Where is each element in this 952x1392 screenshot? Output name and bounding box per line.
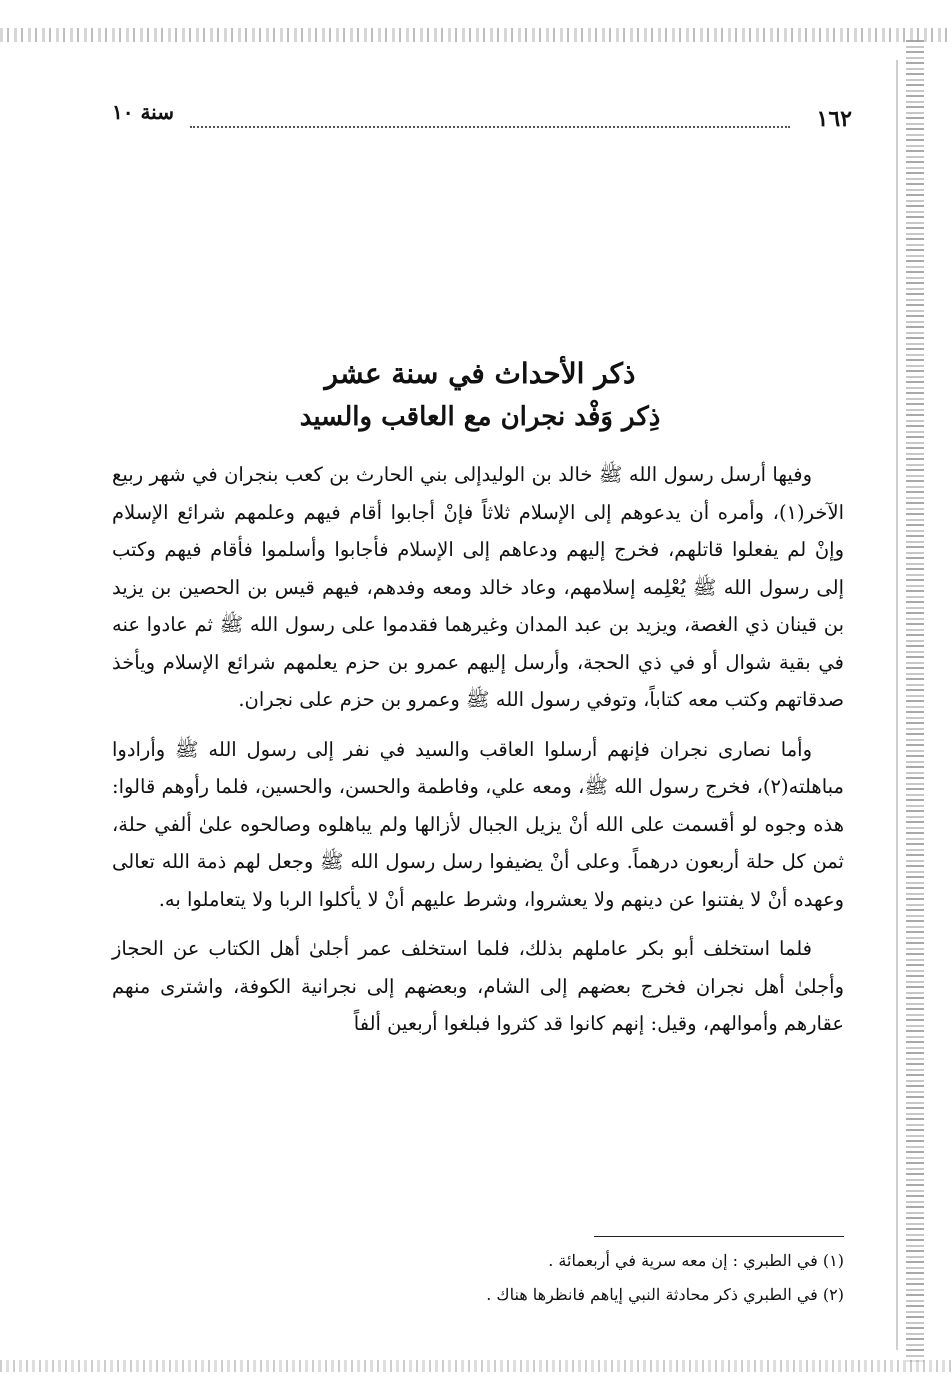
footnote-1: (١) في الطبري : إن معه سرية في أربعمائة . [548,1251,844,1270]
paragraph-1: وفيها أرسل رسول الله ﷺ خالد بن الوليدإلى بني الحارث بن كعب بنجران في شهر ربيع الآخر(١)، وأمره أن يدعوهم إلى الإسلام ثلاثاً فإنْ أجابوا أقام فيهم وعلمهم شرائع الإسلام وإنْ لم يفعلوا قاتلهم، فخرج إليهم ودعاهم إلى الإسلام فأجابوا وأسلموا فأقام فيهم وكتب إلى رسول الله ﷺ يُعْلِمه إسلامهم، وعاد خالد ومعه وفدهم، فيهم قيس بن الحصين بن يزيد بن قينان ذي الغصة، ويزيد بن عبد المدان وغيرهما فقدموا على رسول الله ﷺ ثم عادوا عنه في بقية شوال أو في ذي الحجة، وأرسل إليهم عمرو بن حزم يعلمهم شرائع الإسلام ويأخذ صدقاتهم وكتب معه كتاباً، وتوفي رسول الله ﷺ وعمرو بن حزم على نجران. [112,463,844,711]
year-label: سنة ١٠ [112,100,174,124]
chapter-title: ذكر الأحداث في سنة عشر [324,357,636,390]
right-ornament-border [906,40,924,1362]
paragraph-3: فلما استخلف أبو بكر عاملهم بذلك، فلما استخلف عمر أجلىٰ أهل الكتاب عن الحجاز وأجلىٰ أهل نجران فخرج بعضهم إلى الشام، وبعضهم إلى نجرانية الكوفة، واشترى منهم عقارهم وأموالهم، وقيل: إنهم كانوا قد كثروا فبلغوا أربعين ألفاً [112,937,844,1035]
page-number: ١٦٢ [816,106,852,132]
running-head-dotted-rule [190,126,790,128]
top-ornament-border [0,28,952,42]
body-text [112,456,844,1055]
footnote-separator [594,1236,844,1237]
paragraph-2: وأما نصارى نجران فإنهم أرسلوا العاقب والسيد في نفر إلى رسول الله ﷺ وأرادوا مباهلته(٢)، فخرج رسول الله ﷺ، ومعه علي، وفاطمة والحسن، والحسين، فلما رأوهم قالوا: هذه وجوه لو أقسمت على الله أنْ يزيل الجبال لأزالها ولم يباهلوه وصالحوه علىٰ ألفي حلة، ثمن كل حلة أربعون درهماً. وعلى أنْ يضيفوا رسل رسول الله ﷺ وجعل لهم ذمة الله تعالى وعهده أنْ لا يفتنوا عن دينهم ولا يعشروا، وشرط عليهم أنْ لا يأكلوا الربا ولا يتعاملوا به. [112,737,844,911]
bottom-ornament-border [0,1360,952,1372]
right-inner-rule [896,60,898,1350]
chapter-titles [110,352,850,438]
footnote-2: (٢) في الطبري ذكر محادثة النبي إياهم فانظرها هناك . [486,1285,844,1304]
running-head [112,96,852,136]
section-title: ذِكر وَفْد نجران مع العاقب والسيد [299,402,661,432]
footnotes [112,1244,844,1312]
